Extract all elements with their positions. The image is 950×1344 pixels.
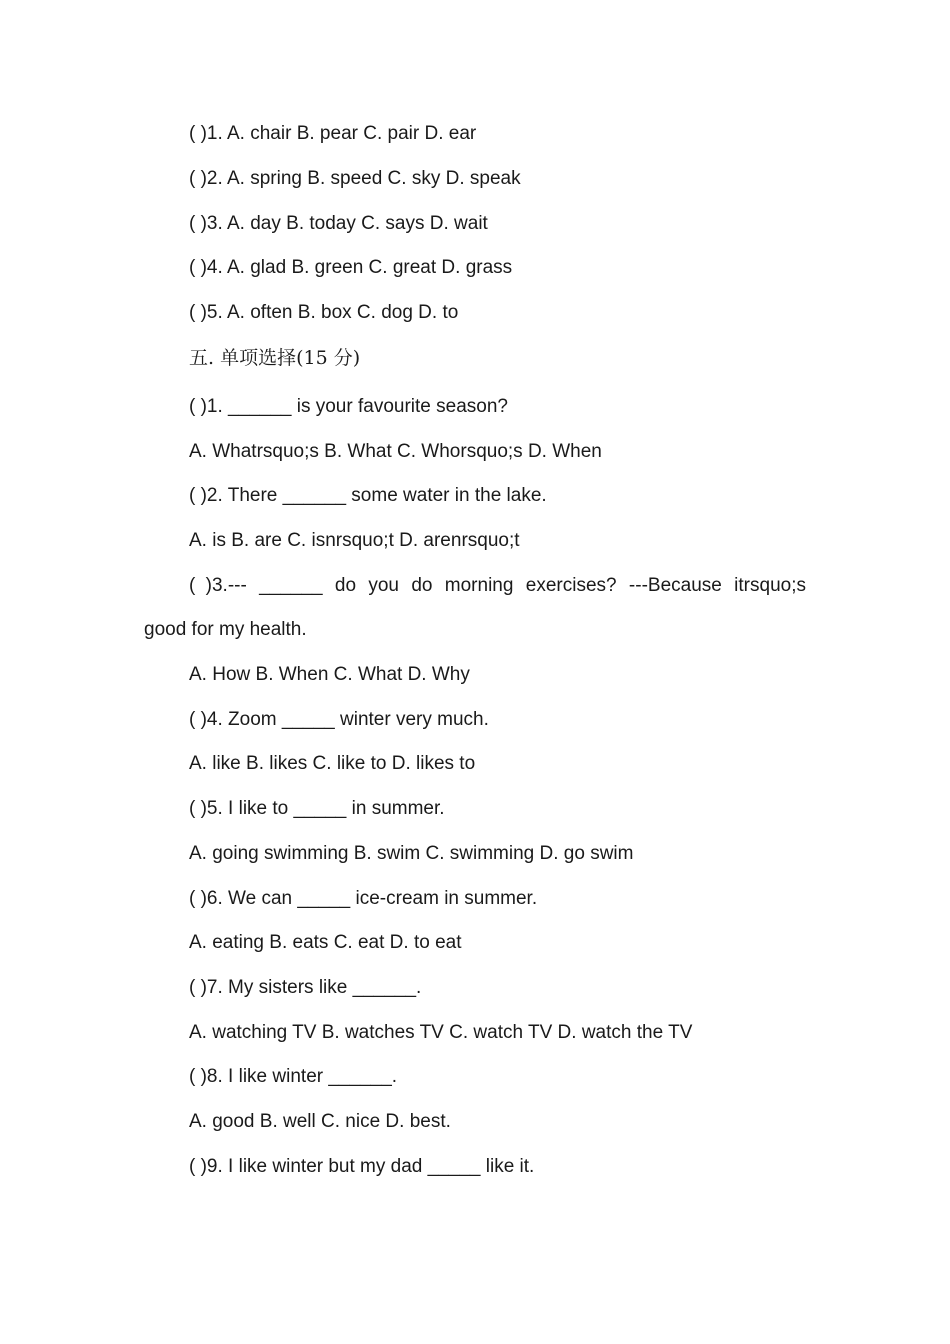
choice-q8: ( )8. I like winter ______.	[189, 1066, 398, 1087]
choice-q1-options: A. Whatrsquo;s B. What C. Whorsquo;s D. When	[189, 441, 602, 462]
phonics-q2: ( )2. A. spring B. speed C. sky D. speak	[189, 168, 521, 189]
phonics-q1: ( )1. A. chair B. pear C. pair D. ear	[189, 123, 477, 144]
choice-q7: ( )7. My sisters like ______.	[189, 977, 422, 998]
choice-q4-options: A. like B. likes C. like to D. likes to	[189, 753, 476, 774]
q3-word: ______	[259, 575, 323, 596]
phonics-q4: ( )4. A. glad B. green C. great D. grass	[189, 257, 513, 278]
section-heading: 五. 单项选择(15 分)	[189, 347, 361, 369]
q3-word: ---Because	[628, 575, 722, 596]
phonics-q5: ( )5. A. often B. box C. dog D. to	[189, 302, 459, 323]
q3-word: exercises?	[525, 575, 617, 596]
choice-q6-options: A. eating B. eats C. eat D. to eat	[189, 932, 462, 953]
choice-q5: ( )5. I like to _____ in summer.	[189, 798, 445, 819]
choice-q2-options: A. is B. are C. isnrsquo;t D. arenrsquo;t	[189, 530, 520, 551]
q3-word: you	[368, 575, 399, 596]
choice-q7-options: A. watching TV B. watches TV C. watch TV D. watch the TV	[189, 1022, 693, 1043]
choice-q3-continued: good for my health.	[144, 619, 307, 640]
choice-q5-options: A. going swimming B. swim C. swimming D. go swim	[189, 843, 634, 864]
choice-q3	[189, 574, 806, 598]
choice-q3-options: A. How B. When C. What D. Why	[189, 664, 470, 685]
choice-q2: ( )2. There ______ some water in the lake.	[189, 485, 547, 506]
q3-word: itrsquo;s	[734, 575, 806, 596]
q3-word: morning	[444, 575, 514, 596]
phonics-q3: ( )3. A. day B. today C. says D. wait	[189, 213, 488, 234]
q3-word: do	[411, 575, 433, 596]
choice-q9: ( )9. I like winter but my dad _____ like it.	[189, 1156, 535, 1177]
choice-q8-options: A. good B. well C. nice D. best.	[189, 1111, 451, 1132]
q3-word: (	[189, 575, 196, 596]
q3-word: )3.---	[205, 575, 247, 596]
choice-q1: ( )1. ______ is your favourite season?	[189, 396, 508, 417]
choice-q4: ( )4. Zoom _____ winter very much.	[189, 709, 489, 730]
choice-q6: ( )6. We can _____ ice-cream in summer.	[189, 888, 538, 909]
q3-word: do	[334, 575, 357, 596]
